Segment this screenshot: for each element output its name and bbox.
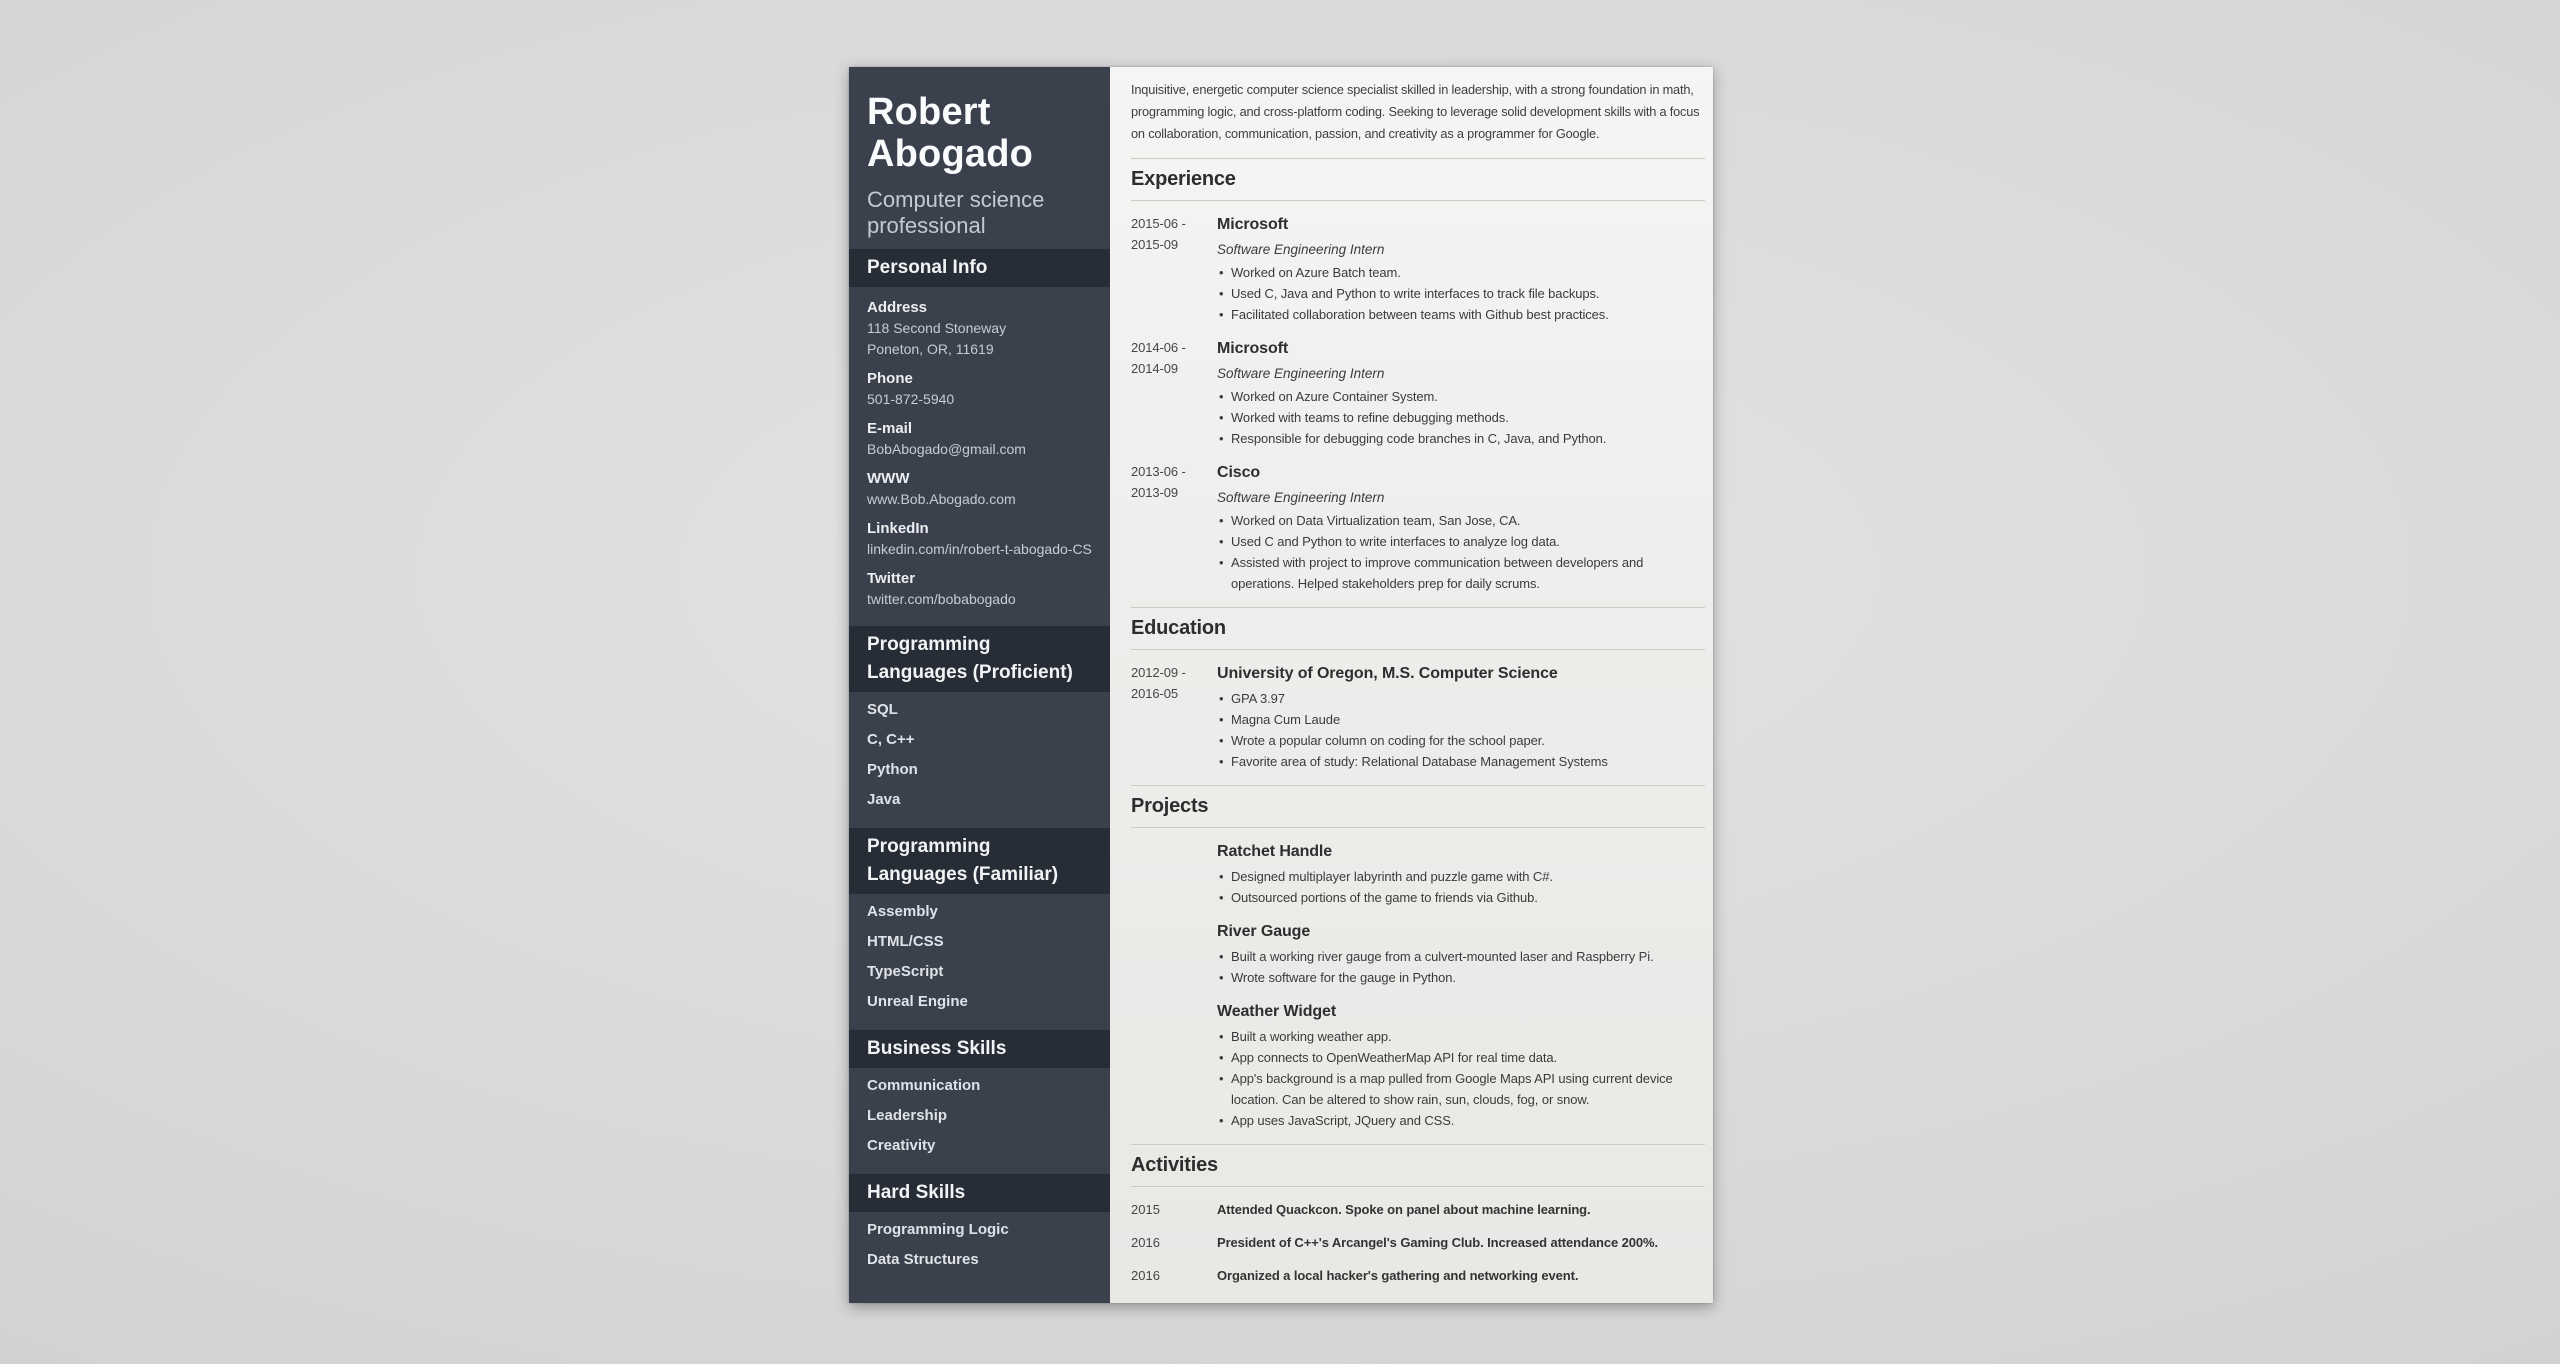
sidebar-heading-languages-proficient (849, 626, 1110, 692)
sidebar-heading-hard-skills (849, 1174, 1110, 1212)
activity-row (1131, 1199, 1705, 1220)
skill-item: TypeScript (867, 963, 944, 980)
bullet-item: • App connects to OpenWeatherMap API for real time data. (1217, 1047, 1705, 1068)
candidate-name: Robert Abogado (867, 91, 1034, 175)
activity-year: 2016 (1131, 1268, 1160, 1283)
skill-item: Unreal Engine (867, 993, 968, 1010)
skill-list-business (849, 1068, 1110, 1166)
education-entry (1131, 662, 1705, 772)
entry-body (1217, 1000, 1705, 1131)
field-value: www.Bob.Abogado.com (867, 491, 1016, 507)
skill-list-hard (849, 1212, 1110, 1280)
skill-list-familiar (849, 894, 1110, 1022)
resume-main-column (1110, 67, 1713, 1303)
field-value: Poneton, OR, 11619 (867, 341, 994, 357)
bullet-item: • Worked on Azure Container System. (1217, 386, 1705, 407)
field-label: E-mail (867, 420, 913, 437)
section-heading-projects: Projects (1131, 785, 1705, 828)
field-value: BobAbogado@gmail.com (867, 441, 1026, 457)
sidebar (849, 67, 1110, 1303)
bullet-item: • Worked on Data Virtualization team, San Jose, CA. (1217, 510, 1705, 531)
field-value: 118 Second Stoneway (867, 320, 1007, 336)
sidebar-heading-line: Programming (867, 634, 991, 655)
entry-dates (1131, 337, 1217, 449)
bullet-item: • Built a working weather app. (1217, 1026, 1705, 1047)
skill-item: Programming Logic (867, 1221, 1009, 1238)
sidebar-heading-line: Programming (867, 836, 991, 857)
activity-row (1131, 1265, 1705, 1286)
skill-item: Communication (867, 1077, 981, 1094)
bullet-item: • Used C and Python to write interfaces to analyze log data. (1217, 531, 1705, 552)
skill-item: SQL (867, 701, 898, 718)
section-heading-experience: Experience (1131, 158, 1705, 201)
bullet-item: • GPA 3.97 (1217, 688, 1705, 709)
entry-dates (1131, 662, 1217, 772)
skill-item: Assembly (867, 903, 938, 920)
field-www (867, 468, 1102, 510)
bullet-list (1217, 262, 1705, 325)
bullet-list (1217, 1026, 1705, 1131)
entry-body (1217, 920, 1705, 988)
activity-year: 2015 (1131, 1202, 1160, 1217)
sidebar-heading-languages-familiar (849, 828, 1110, 894)
job-title: Software Engineering Intern (1217, 490, 1385, 505)
field-label: Phone (867, 370, 913, 387)
resume-page (849, 67, 1713, 1303)
date-to: 2014-09 (1131, 361, 1179, 376)
company-name: Microsoft (1217, 340, 1289, 357)
field-label: Address (867, 299, 928, 316)
bullet-list (1217, 866, 1705, 908)
bullet-item: • Favorite area of study: Relational Database Management Systems (1217, 751, 1705, 772)
company-name: Microsoft (1217, 216, 1289, 233)
activity-description: President of C++'s Arcangel's Gaming Club. Increased attendance 200%. (1217, 1235, 1658, 1250)
date-to: 2016-05 (1131, 686, 1179, 701)
entry-dates-empty (1131, 920, 1217, 988)
sidebar-heading-personal-info (849, 249, 1110, 287)
entry-dates-empty (1131, 840, 1217, 908)
school-name: University of Oregon, M.S. Computer Science (1217, 665, 1558, 682)
entry-dates (1131, 461, 1217, 594)
sidebar-heading-line: Languages (Proficient) (867, 662, 1073, 683)
activity-year: 2016 (1131, 1235, 1160, 1250)
field-linkedin (867, 518, 1102, 560)
bullet-list (1217, 510, 1705, 594)
field-phone (867, 368, 1102, 410)
bullet-item: • Worked with teams to refine debugging methods. (1217, 407, 1705, 428)
professional-summary: Inquisitive, energetic computer science specialist skilled in leadership, with a strong foundation in math, programming logic, and cross-platform coding. Seeking to leverage solid development skills with a focus on collaboration, communication, passion, and creativity as a programmer for Google. (1131, 82, 1700, 141)
skill-item: Python (867, 761, 918, 778)
bullet-list (1217, 946, 1705, 988)
company-name: Cisco (1217, 464, 1261, 481)
entry-body (1217, 337, 1705, 449)
field-value: linkedin.com/in/robert-t-abogado-CS (867, 541, 1092, 557)
bullet-item: • Wrote software for the gauge in Python. (1217, 967, 1705, 988)
date-to: 2015-09 (1131, 237, 1179, 252)
project-title: River Gauge (1217, 923, 1311, 940)
bullet-item: • Assisted with project to improve communication between developers and operations. Helped stakeholders prep for daily scrums. (1217, 552, 1705, 594)
identity-block (849, 67, 1110, 239)
skill-item: Java (867, 791, 901, 808)
entry-dates-empty (1131, 1000, 1217, 1131)
activity-description: Attended Quackcon. Spoke on panel about machine learning. (1217, 1202, 1591, 1217)
skill-item: Creativity (867, 1137, 936, 1154)
field-value: 501-872-5940 (867, 391, 955, 407)
field-value: twitter.com/bobabogado (867, 591, 1016, 607)
field-label: LinkedIn (867, 520, 929, 537)
experience-entry (1131, 337, 1705, 449)
bullet-item: • Designed multiplayer labyrinth and puzzle game with C#. (1217, 866, 1705, 887)
bullet-item: • Outsourced portions of the game to friends via Github. (1217, 887, 1705, 908)
date-from: 2012-09 - (1131, 665, 1186, 680)
project-title: Ratchet Handle (1217, 843, 1333, 860)
bullet-item: • Worked on Azure Batch team. (1217, 262, 1705, 283)
sidebar-heading-line: Business Skills (867, 1038, 1007, 1059)
skill-item: Data Structures (867, 1251, 979, 1268)
skill-item: Leadership (867, 1107, 948, 1124)
project-entry (1131, 840, 1705, 908)
project-title: Weather Widget (1217, 1003, 1337, 1020)
skill-list-proficient (849, 692, 1110, 820)
project-entry (1131, 920, 1705, 988)
field-twitter (867, 568, 1102, 610)
bullet-item: • Responsible for debugging code branches in C, Java, and Python. (1217, 428, 1705, 449)
date-from: 2015-06 - (1131, 216, 1186, 231)
candidate-title: Computer science professional (867, 187, 1045, 238)
bullet-item: • Magna Cum Laude (1217, 709, 1705, 730)
field-email (867, 418, 1102, 460)
field-address (867, 297, 1102, 360)
experience-entry (1131, 461, 1705, 594)
bullet-item: • App's background is a map pulled from Google Maps API using current device location. Can be altered to show rain, sun, clouds, fog, or snow. (1217, 1068, 1705, 1110)
personal-info-fields (849, 287, 1110, 618)
bullet-list (1217, 688, 1705, 772)
skill-item: HTML/CSS (867, 933, 944, 950)
bullet-list (1217, 386, 1705, 449)
entry-body (1217, 461, 1705, 594)
experience-entry (1131, 213, 1705, 325)
bullet-item: • Used C, Java and Python to write interfaces to track file backups. (1217, 283, 1705, 304)
sidebar-heading-line: Hard Skills (867, 1182, 966, 1203)
entry-body (1217, 213, 1705, 325)
job-title: Software Engineering Intern (1217, 242, 1385, 257)
section-heading-education: Education (1131, 607, 1705, 650)
bullet-item: • Facilitated collaboration between teams with Github best practices. (1217, 304, 1705, 325)
activity-row (1131, 1232, 1705, 1253)
bullet-item: • App uses JavaScript, JQuery and CSS. (1217, 1110, 1705, 1131)
skill-item: C, C++ (867, 731, 915, 748)
entry-body (1217, 840, 1705, 908)
date-to: 2013-09 (1131, 485, 1179, 500)
date-from: 2013-06 - (1131, 464, 1186, 479)
job-title: Software Engineering Intern (1217, 366, 1385, 381)
entry-dates (1131, 213, 1217, 325)
bullet-item: • Wrote a popular column on coding for the school paper. (1217, 730, 1705, 751)
field-label: WWW (867, 470, 910, 487)
entry-body (1217, 662, 1705, 772)
sidebar-heading-line: Personal Info (867, 257, 988, 278)
field-label: Twitter (867, 570, 916, 587)
bullet-item: • Built a working river gauge from a culvert-mounted laser and Raspberry Pi. (1217, 946, 1705, 967)
date-from: 2014-06 - (1131, 340, 1186, 355)
sidebar-heading-business-skills (849, 1030, 1110, 1068)
activity-description: Organized a local hacker's gathering and networking event. (1217, 1268, 1579, 1283)
sidebar-heading-line: Languages (Familiar) (867, 864, 1059, 885)
section-heading-activities: Activities (1131, 1144, 1705, 1187)
project-entry (1131, 1000, 1705, 1131)
